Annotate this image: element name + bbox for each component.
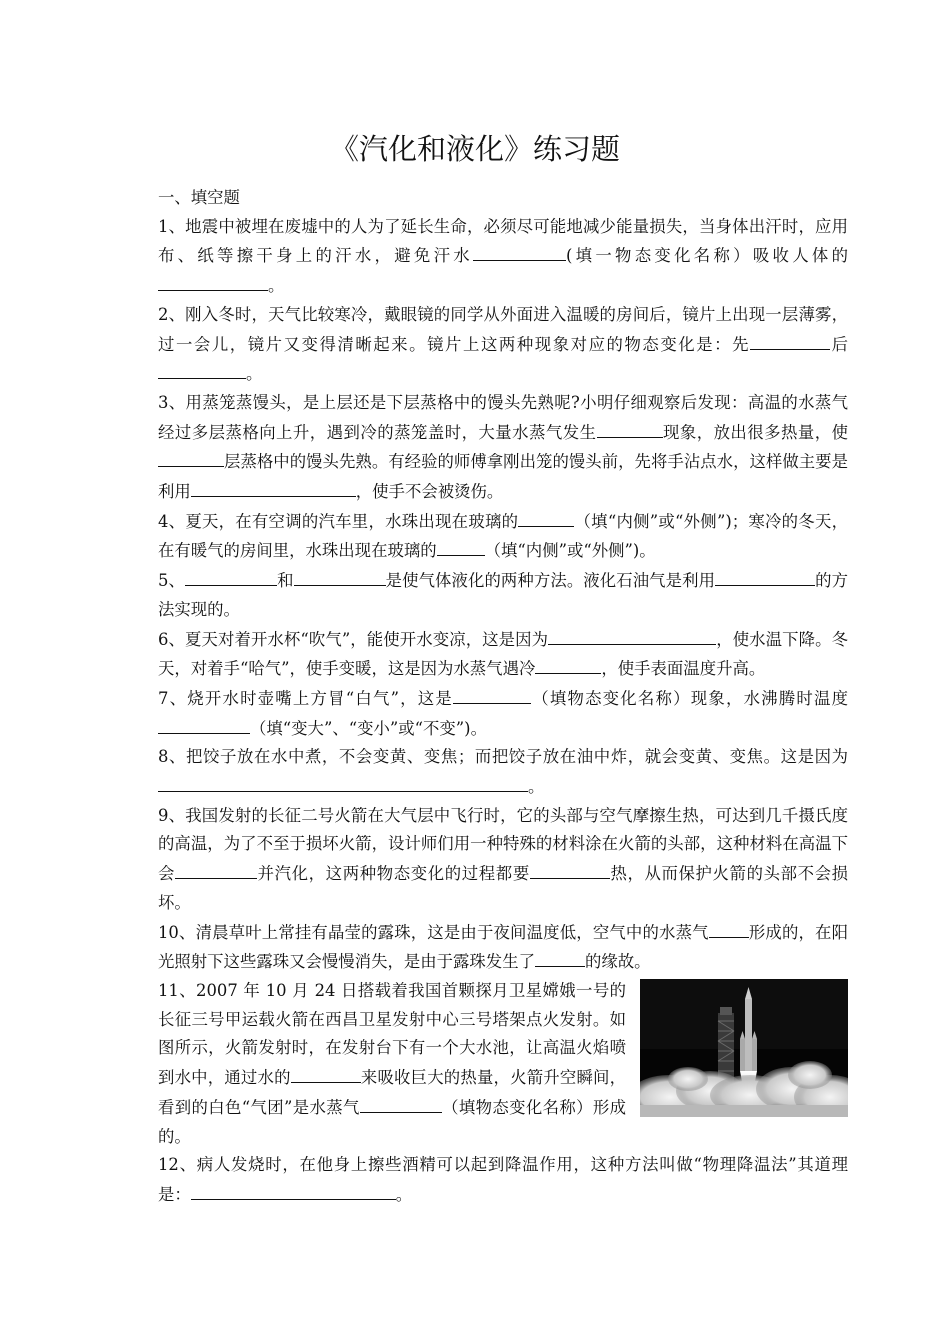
question-7: 7、烧开水时壶嘴上方冒“白气”，这是 （填物态变化名称）现象，水沸腾时温度（填“变大”、“变小”或“不变”)。	[158, 684, 848, 743]
answer-blank[interactable]	[158, 772, 528, 792]
answer-blank[interactable]	[535, 947, 585, 967]
question-1: 1、地震中被埋在废墟中的人为了延长生命，必须尽可能地减少能量损失，当身体出汗时，应用布、纸等擦干身上的汗水，避免汗水 (填一物态变化名称）吸收人体的。	[158, 216, 848, 296]
question-3: 3、用蒸笼蒸馒头，是上层还是下层蒸格中的馒头先熟呢?小明仔细观察后发现：高温的水蒸气经过多层蒸格向上升，遇到冷的蒸笼盖时，大量水蒸气发生 现象，放出很多热量，使层蒸格中的馒头先熟。有经验的师傅拿刚出笼的馒头前，先将手沾点水，这样做主要是利用 ，使手不会被烫伤。	[158, 392, 849, 502]
page-title: 《汽化和液化》练习题	[329, 132, 620, 166]
answer-blank[interactable]	[291, 1063, 361, 1083]
answer-blank[interactable]	[185, 566, 277, 586]
answer-blank[interactable]	[473, 241, 566, 261]
question-6: 6、夏天对着开水杯“吹气”，能使开水变凉，这是因为 ，使水温下降。冬天，对着手“哈气”，使手变暖，这是因为水蒸气遇冷 ，使手表面温度升高。	[158, 625, 848, 684]
answer-blank[interactable]	[518, 507, 574, 527]
answer-blank[interactable]	[709, 918, 749, 938]
answer-blank[interactable]	[548, 625, 716, 645]
question-12: 12、病人发烧时，在他身上擦些酒精可以起到降温作用，这种方法叫做“物理降温法”其道理是： 。	[158, 1155, 848, 1204]
answer-blank[interactable]	[158, 271, 268, 291]
answer-blank[interactable]	[158, 447, 224, 467]
answer-blank[interactable]	[294, 566, 386, 586]
question-5: 5、 和 是使气体液化的两种方法。液化石油气是利用 的方法实现的。	[158, 566, 848, 624]
question-4: 4、夏天，在有空调的汽车里，水珠出现在玻璃的 （填“内侧”或“外侧”)；寒冷的冬天，在有暖气的房间里，水珠出现在玻璃的 （填“内侧”或“外侧”)。	[158, 507, 848, 566]
answer-blank[interactable]	[158, 359, 246, 379]
answer-blank[interactable]	[175, 859, 257, 879]
question-2: 2、刚入冬时，天气比较寒冷，戴眼镜的同学从外面进入温暖的房间后，镜片上出现一层薄雾，过一会儿，镜片又变得清晰起来。镜片上这两种现象对应的物态变化是：先 后。	[158, 304, 849, 384]
question-11: 11、2007 年 10 月 24 日搭载着我国首颗探月卫星嫦娥一号的长征三号甲运载火箭在西昌卫星发射中心三号塔架点火发射。如图所示，火箭发射时，在发射台下有一个大水池，让高温火焰喷到水中，通过水的 来吸收巨大的热量，火箭升空瞬间，看到的白色“气团”是水蒸气 （填物态变化名称）形成的。	[158, 977, 848, 1151]
answer-blank[interactable]	[437, 536, 485, 556]
answer-blank[interactable]	[715, 566, 815, 586]
answer-blank[interactable]	[535, 654, 601, 674]
question-8: 8、把饺子放在水中煮，不会变黄、变焦；而把饺子放在油中炸，就会变黄、变焦。这是因为。	[158, 747, 848, 797]
section-heading: 一、填空题	[158, 188, 240, 207]
question-9: 9、我国发射的长征二号火箭在大气层中飞行时，它的头部与空气摩擦生热，可达到几千摄氏度的高温，为了不至于损坏火箭，设计师们用一种特殊的材料涂在火箭的头部，这种材料在高温下会 并汽化，这两种物态变化的过程都要 热，从而保护火箭的头部不会损坏。	[158, 805, 849, 912]
answer-blank[interactable]	[530, 859, 610, 879]
answer-blank[interactable]	[191, 1180, 396, 1200]
question-content	[158, 184, 848, 1210]
rocket-launch-photo	[640, 979, 848, 1117]
question-10: 10、清晨草叶上常挂有晶莹的露珠，这是由于夜间温度低，空气中的水蒸气 形成的，在阳光照射下这些露珠又会慢慢消失，是由于露珠发生了 的缘故。	[158, 918, 848, 977]
answer-blank[interactable]	[158, 714, 250, 734]
answer-blank[interactable]	[360, 1093, 442, 1113]
answer-blank[interactable]	[750, 330, 830, 350]
answer-blank[interactable]	[191, 477, 356, 497]
answer-blank[interactable]	[453, 684, 531, 704]
answer-blank[interactable]	[597, 418, 663, 438]
